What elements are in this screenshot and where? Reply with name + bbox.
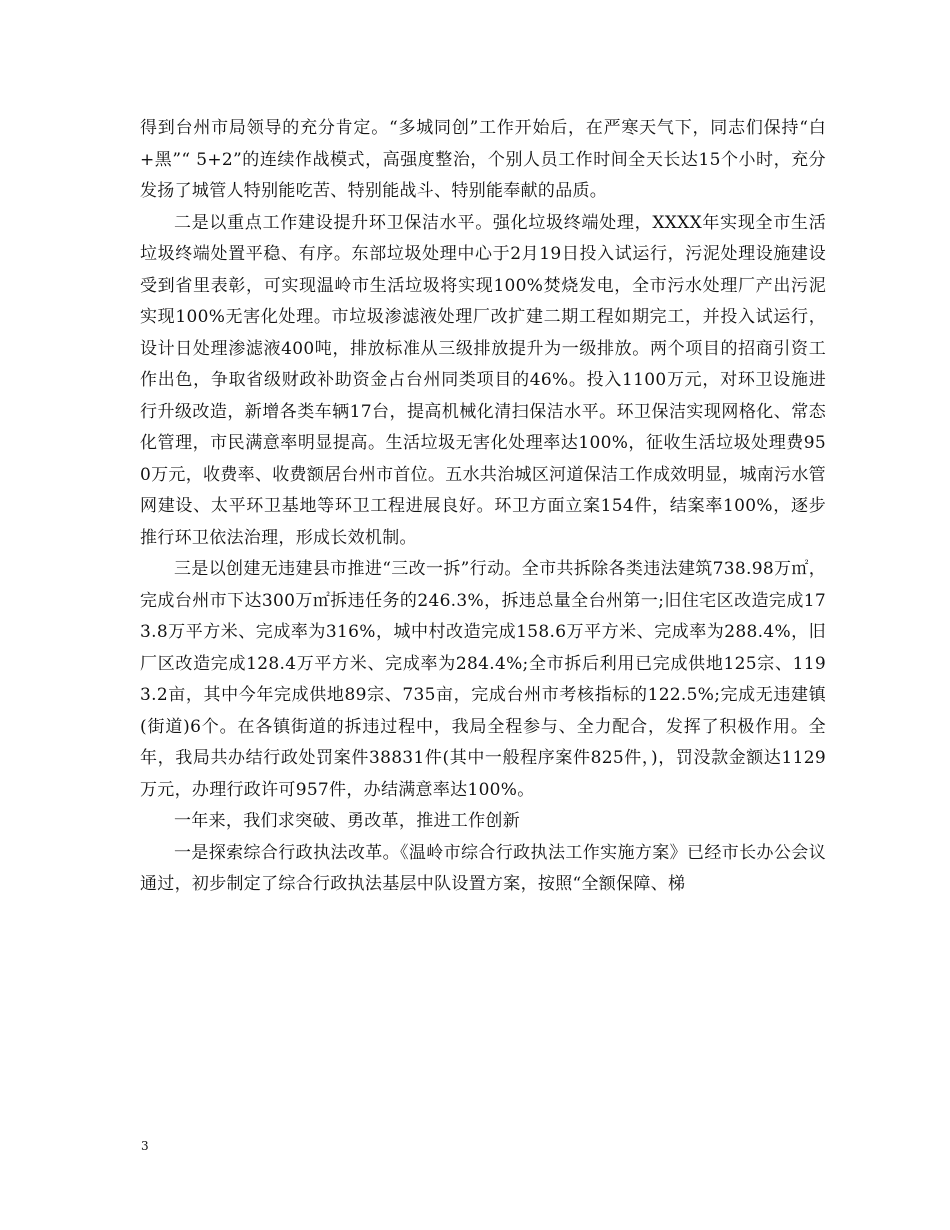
paragraph: 一是探索综合行政执法改革。《温岭市综合行政执法工作实施方案》已经市长办公会议通过，初步制定了综合行政执法基层中队设置方案，按照“全额保障、梯: [140, 842, 826, 894]
body-text: [140, 113, 826, 901]
paragraph: 三是以创建无违建县市推进“三改一拆”行动。全市共拆除各类违法建筑738.98万㎡，完成台州市下达300万㎡拆违任务的246.3%，拆违总量全台州第一;旧住宅区改造完成173.8万平方米、完成率为316%，城中村改造完成158.6万平方米、完成率为288.4%，旧厂区改造完成128.4万平方米、完成率为284.4%;全市拆后利用已完成供地125宗、1193.2亩，其中今年完成供地89宗、735亩，完成台州市考核指标的122.5%;完成无违建镇(街道)6个。在各镇街道的拆违过程中，我局全程参与、全力配合，发挥了积极作用。全年，我局共办结行政处罚案件38831件(其中一般程序案件825件，)，罚没款金额达1129万元，办理行政许可957件，办结满意率达100%。: [140, 559, 826, 800]
paragraph: 一年来，我们求突破、勇改革，推进工作创新: [174, 811, 520, 831]
paragraph: 得到台州市局领导的充分肯定。“多城同创”工作开始后，在严寒天气下，同志们保持“白+黑”“ 5+2”的连续作战模式，高强度整治，个别人员工作时间全天长达15个小时，充分发扬了城管人特别能吃苦、特别能战斗、特别能奉献的品质。: [140, 118, 826, 201]
page-number: 3: [141, 1139, 149, 1153]
paragraph: 二是以重点工作建设提升环卫保洁水平。强化垃圾终端处理，XXXX年实现全市生活垃圾终端处置平稳、有序。东部垃圾处理中心于2月19日投入试运行，污泥处理设施建设受到省里表彰，可实现温岭市生活垃圾将实现100%焚烧发电，全市污水处理厂产出污泥实现100%无害化处理。市垃圾渗滤液处理厂改扩建二期工程如期完工，并投入试运行，设计日处理渗滤液400吨，排放标准从三级排放提升为一级排放。两个项目的招商引资工作出色，争取省级财政补助资金占台州同类项目的46%。投入1100万元，对环卫设施进行升级改造，新增各类车辆17台，提高机械化清扫保洁水平。环卫保洁实现网格化、常态化管理，市民满意率明显提高。生活垃圾无害化处理率达100%，征收生活垃圾处理费950万元，收费率、收费额居台州市首位。五水共治城区河道保洁工作成效明显，城南污水管网建设、太平环卫基地等环卫工程进展良好。环卫方面立案154件，结案率100%，逐步推行环卫依法治理，形成长效机制。: [140, 212, 826, 548]
